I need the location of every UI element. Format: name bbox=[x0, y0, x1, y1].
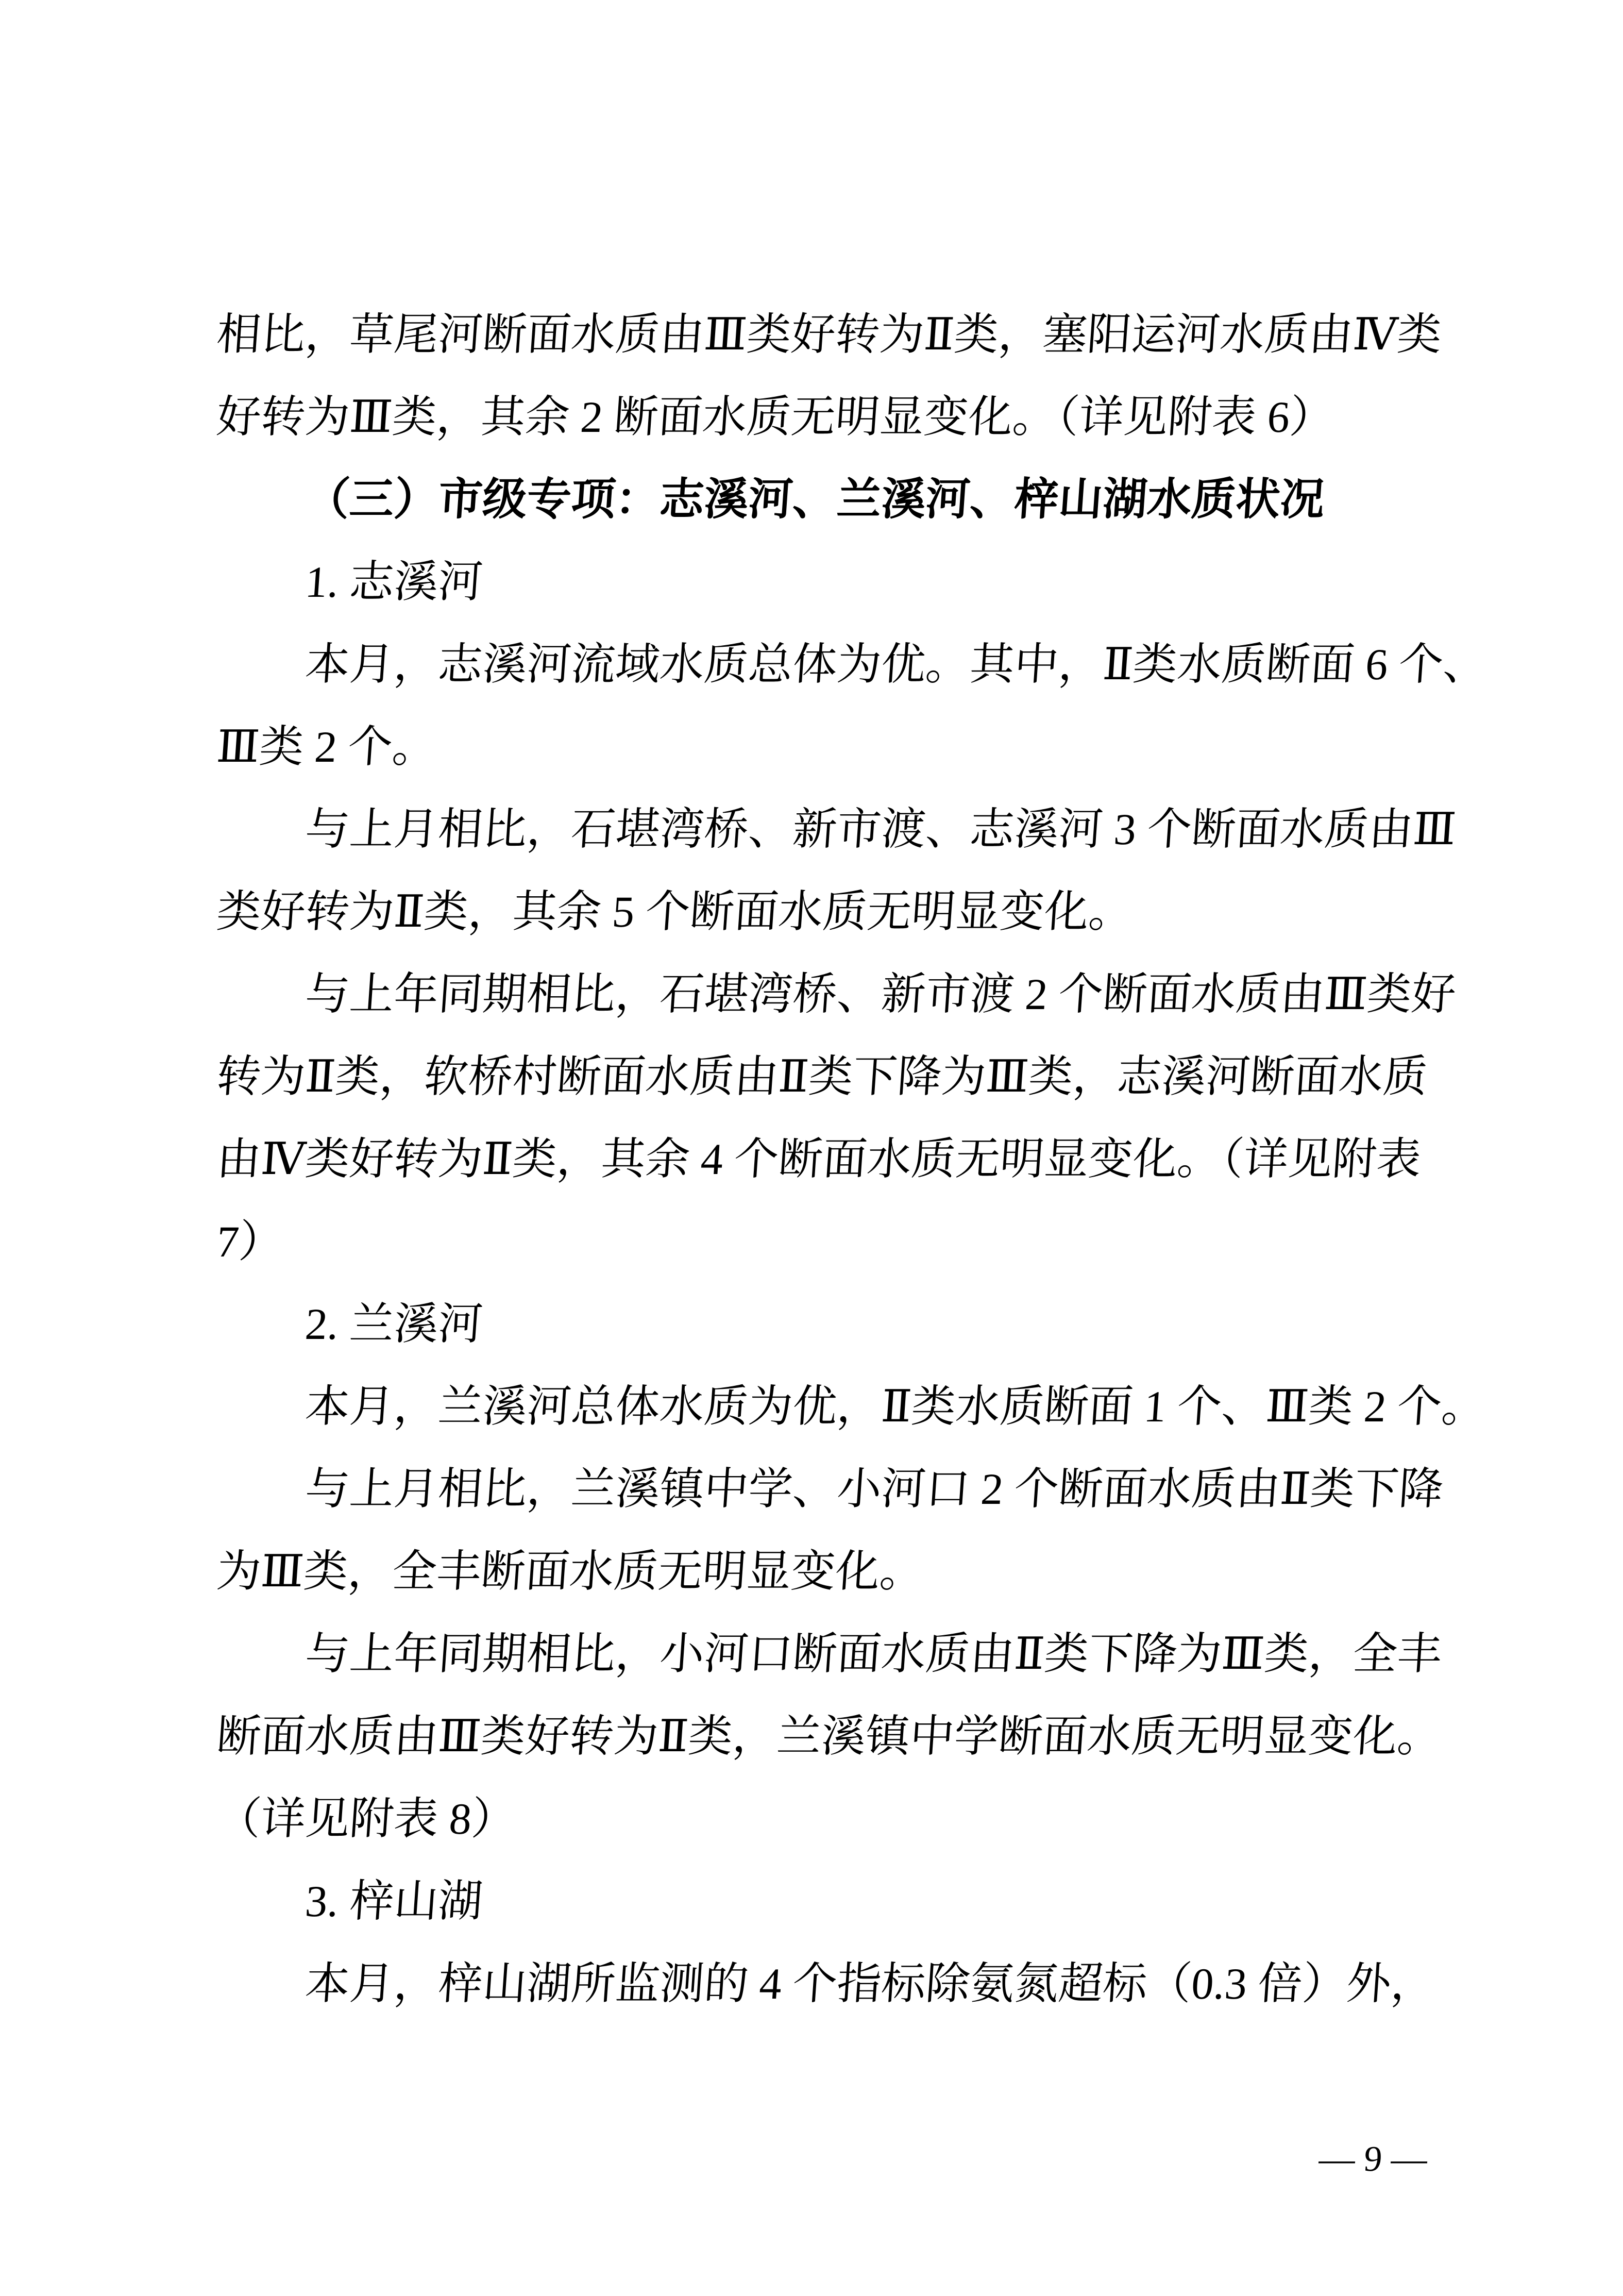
text-line: 与上月相比，兰溪镇中学、小河口 2 个断面水质由Ⅱ类下降 bbox=[303, 1464, 1445, 1514]
text-line: 本月，兰溪河总体水质为优，Ⅱ类水质断面 1 个、Ⅲ类 2 个。 bbox=[303, 1382, 1488, 1431]
text-line: 1. 志溪河 bbox=[303, 557, 484, 607]
text-line: 本月，志溪河流域水质总体为优。其中，Ⅱ类水质断面 6 个、 bbox=[303, 640, 1490, 689]
text-line: 类好转为Ⅱ类，其余 5 个断面水质无明显变化。 bbox=[215, 887, 1135, 936]
text-line: Ⅲ类 2 个。 bbox=[215, 722, 438, 772]
text-line: （三）市级专项：志溪河、兰溪河、梓山湖水质状况 bbox=[303, 475, 1326, 524]
text-line: 3. 梓山湖 bbox=[303, 1876, 484, 1926]
text-line: 好转为Ⅲ类，其余 2 断面水质无明显变化。（详见附表 6） bbox=[215, 392, 1336, 442]
text-line: 与上年同期相比，小河口断面水质由Ⅱ类下降为Ⅲ类，全丰 bbox=[303, 1629, 1444, 1679]
text-line: 2. 兰溪河 bbox=[303, 1299, 484, 1349]
body-text bbox=[214, 293, 1490, 2025]
page-number: — 9 — bbox=[1317, 2139, 1429, 2179]
text-line: 与上月相比，石堪湾桥、新市渡、志溪河 3 个断面水质由Ⅲ bbox=[303, 805, 1458, 854]
text-line: 断面水质由Ⅲ类好转为Ⅱ类，兰溪镇中学断面水质无明显变化。 bbox=[215, 1712, 1444, 1761]
text-line: 转为Ⅱ类，软桥村断面水质由Ⅱ类下降为Ⅲ类，志溪河断面水质 bbox=[215, 1052, 1429, 1101]
text-line: 为Ⅲ类，全丰断面水质无明显变化。 bbox=[215, 1547, 926, 1596]
text-line: 与上年同期相比，石堪湾桥、新市渡 2 个断面水质由Ⅲ类好 bbox=[303, 969, 1458, 1019]
text-line: （详见附表 8） bbox=[215, 1794, 518, 1843]
text-line: 由Ⅳ类好转为Ⅱ类，其余 4 个断面水质无明显变化。（详见附表 bbox=[215, 1134, 1423, 1184]
text-line: 相比，草尾河断面水质由Ⅲ类好转为Ⅱ类，塞阳运河水质由Ⅳ类 bbox=[215, 310, 1444, 359]
text-line: 7） bbox=[215, 1217, 285, 1266]
text-line: 本月，梓山湖所监测的 4 个指标除氨氮超标（0.3 倍）外， bbox=[303, 1959, 1437, 2008]
